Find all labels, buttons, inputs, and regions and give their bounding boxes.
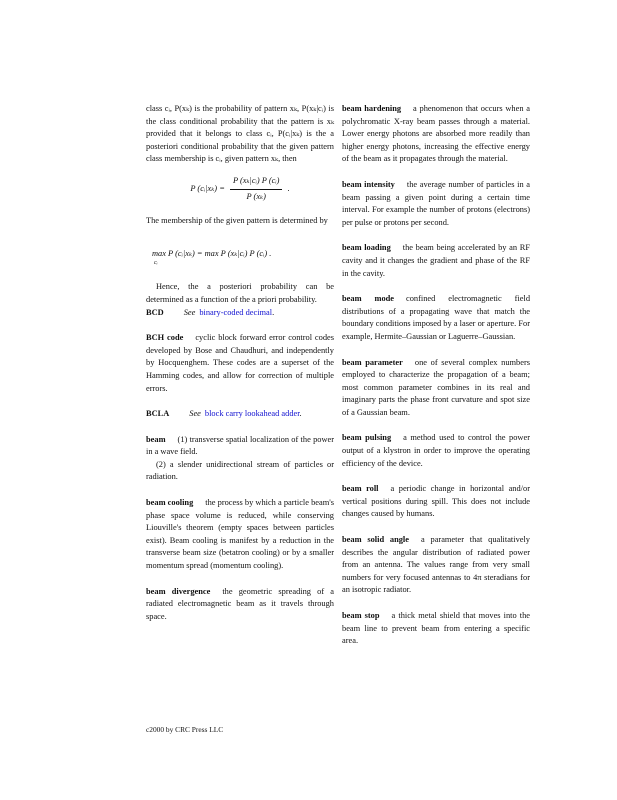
entry-bcd: BCD See binary-coded decimal. [146, 307, 275, 317]
equation-lhs: P (cᵢ|xₖ) = [190, 183, 225, 193]
definition-beam-stop: a thick metal shield that moves into the beam line to prevent beam from entering a specific area. [342, 611, 530, 646]
right-column [342, 103, 530, 661]
intro-text: class cᵢ, P(xₖ) is the probability of pattern xₖ, P(xₖ|cᵢ) is the class conditional probability that the pattern is xₖ provided that it belongs to class cᵢ, P(cᵢ|xₖ) is the a posteriori conditional probability that the given pattern class membership is cᵢ, given pattern xₖ, then [146, 104, 334, 164]
entry-beam-parameter [342, 357, 530, 420]
bayes-equation [146, 175, 334, 203]
entry-beam-pulsing [342, 432, 530, 470]
term-beam-stop: beam stop [342, 611, 380, 620]
see-label: See [183, 307, 196, 317]
equation-denominator: P (xₖ) [246, 191, 266, 201]
hence-text: Hence, the a posteriori probability can be determined as a function of the a priori probability. [146, 282, 334, 304]
equation-numerator: P (xₖ|cᵢ) P (cᵢ) [230, 175, 283, 190]
term-beam-hardening: beam hardening [342, 104, 402, 113]
definition-beam-mode: confined electromagnetic field distributions of a propagating wave that match the boundary conditions imposed by a laser or aperture. For example, Hermite–Gaussian or Laguerre–Gaussian. [342, 294, 531, 341]
definition-beam-parameter: one of several complex numbers employed to characterize the propagation of a beam; most common parameter combines in its real and imaginary parts the phase front curvature and spot size of a Gaussian beam. [342, 357, 530, 417]
see-label: See [189, 409, 201, 419]
entry-beam-hardening [342, 103, 530, 166]
definition-beam-intensity: the average number of particles in a beam passing a given point during a certain time interval. For example the number of protons (electrons) per pulse or protons per second. [342, 179, 530, 227]
term-beam: beam [146, 434, 166, 444]
term-beam-parameter: beam parameter [342, 357, 403, 367]
term-beam-cooling: beam cooling [146, 498, 194, 508]
term-beam-intensity: beam intensity [342, 179, 395, 189]
entry-beam-intensity [342, 179, 530, 229]
left-column [146, 103, 334, 636]
max-equation-text: max P (cᵢ|xₖ) = max P (xₖ|cᵢ) P (cᵢ) . [152, 248, 272, 258]
definition-beam-pulsing: a method used to control the power output of a klystron in order to improve the operating efficiency of the device. [342, 433, 530, 468]
entry-beam [146, 434, 334, 484]
max-equation-subscript: cᵢ [154, 260, 158, 267]
term-beam-mode: beam mode [342, 294, 395, 304]
definition-beam-2: (2) a slender unidirectional stream of particles or radiation. [146, 459, 334, 482]
term-bcd: BCD [146, 307, 164, 317]
definition-beam-divergence: the geometric spreading of a radiated electromagnetic beam as it travels through space. [146, 586, 334, 621]
entry-beam-divergence [146, 586, 334, 624]
term-beam-pulsing: beam pulsing [342, 433, 392, 443]
definition-beam-cooling: the process by which a particle beam's phase space volume is reduced, while conserving Liouville's theorem (empty spaces between particles exist). Beam cooling is manifest by a reduction in the transverse beam size (betatron cooling) or by a smaller momentum spread (momentum cooling). [146, 498, 334, 571]
link-binary-coded-decimal[interactable]: binary-coded decimal [199, 307, 273, 317]
entry-beam-solid-angle [342, 534, 530, 597]
definition-beam-1: (1) transverse spatial localization of the power in a wave field. [146, 434, 334, 457]
term-bch-code: BCH code [146, 333, 184, 343]
term-beam-solid-angle: beam solid angle [342, 535, 409, 545]
definition-beam-loading: the beam being accelerated by an RF cavity and it changes the gradient and phase of the RF in the cavity. [342, 243, 530, 278]
equation-period: . [287, 183, 290, 193]
term-bcla: BCLA [146, 409, 170, 419]
term-beam-roll: beam roll [342, 484, 379, 494]
definition-beam-roll: a periodic change in horizontal and/or vertical positions during spill. This does not include changes caused by humans. [342, 484, 530, 519]
term-beam-loading: beam loading [342, 243, 391, 253]
copyright-footer: c2000 by CRC Press LLC [146, 725, 224, 734]
entry-beam-cooling [146, 497, 334, 573]
entry-beam-roll [342, 483, 530, 521]
entry-bch-code [146, 332, 334, 395]
max-equation [152, 248, 334, 268]
term-beam-divergence: beam divergence [146, 586, 211, 596]
entry-bcla: BCLA See block carry lookahead adder. [146, 409, 302, 419]
definition-beam-hardening: a phenomenon that occurs when a polychromatic X-ray beam passes through a material. Lower energy photons are absorbed more readily than higher energy photons, increasing the effective energy of the beam as it propagates through the material. [342, 104, 530, 164]
entry-beam-stop [342, 610, 530, 648]
membership-text: The membership of the given pattern is determined by [146, 216, 328, 226]
definition-beam-solid-angle: a parameter that qualitatively describes the angular distribution of radiated power from an antenna. The values range from very small numbers for very focused antennas to 4π steradians for an isotropic radiator. [342, 535, 530, 595]
entry-beam-mode [342, 293, 530, 343]
entry-beam-loading [342, 242, 530, 280]
definition-bch-code: cyclic block forward error control codes developed by Bose and Chaudhuri, and independently by Hocquenghem. These codes are a superset of the Hamming codes, and allow for correction of multiple errors. [146, 333, 334, 393]
link-block-carry-lookahead-adder[interactable]: block carry lookahead adder [204, 409, 300, 419]
equation-fraction [230, 175, 283, 203]
